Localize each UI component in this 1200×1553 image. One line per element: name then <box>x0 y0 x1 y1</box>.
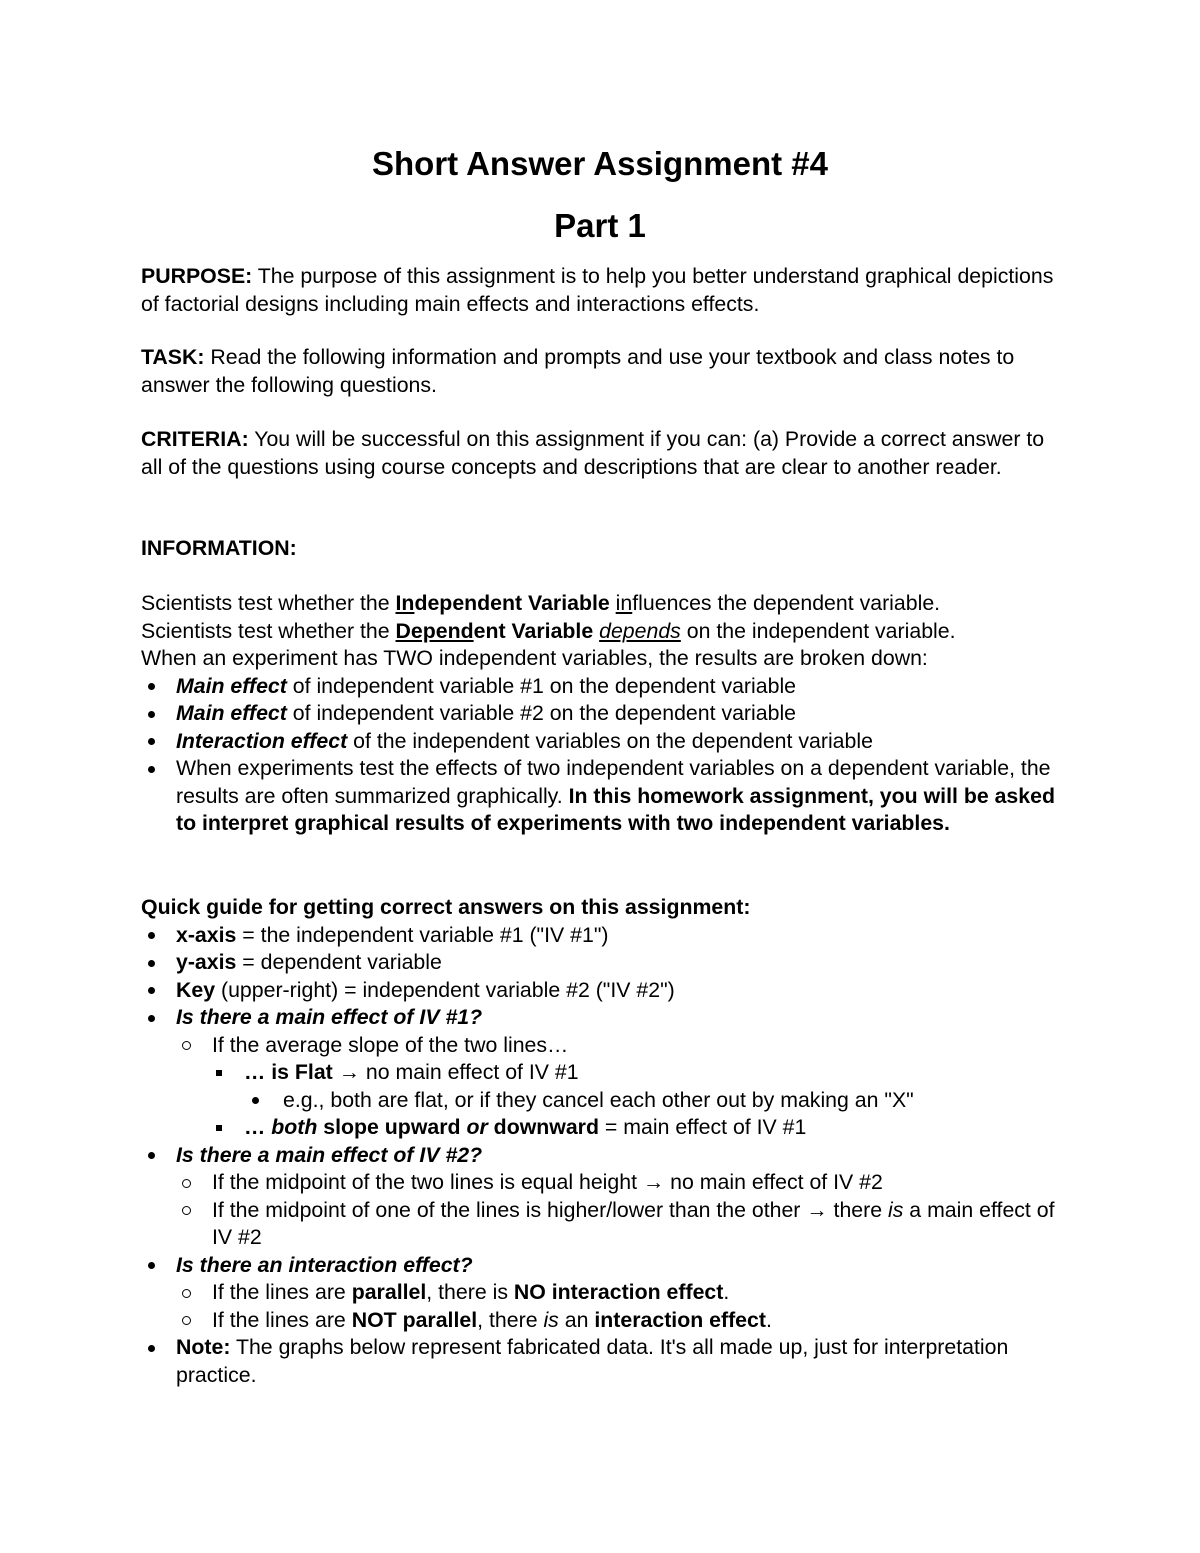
graphs-desc: When experiments test the effects of two independent variables on a dependent variable, the results are often summarized graphically. <box>176 756 1051 808</box>
circle-bullet-icon <box>176 1169 196 1197</box>
criteria-label: CRITERIA: <box>141 427 249 451</box>
iv-definition <box>141 590 1071 618</box>
list-item <box>141 922 1071 950</box>
circle-bullet-icon <box>176 1197 196 1225</box>
arrow-right-icon: → <box>642 1170 665 1194</box>
parallel-period: . <box>723 1280 730 1304</box>
list-item <box>141 949 1071 977</box>
slope-case-downward: downward <box>487 1115 599 1139</box>
page-title: Short Answer Assignment #4 <box>372 145 828 182</box>
x-axis-label: x-axis <box>176 922 237 947</box>
dv-def-prefix: Scientists test whether the <box>141 618 396 643</box>
effect-desc: of independent variable #2 on the dependent variable <box>286 701 797 725</box>
key-desc: (upper-right) = independent variable #2 ("IV #2") <box>215 977 675 1002</box>
square-bullet-icon <box>209 1114 229 1142</box>
effect-term: Main effect <box>176 701 287 725</box>
dv-def-term: ent Variable <box>473 618 594 643</box>
task-paragraph <box>141 344 1071 399</box>
bullet-icon <box>141 1142 161 1170</box>
not-parallel-period: . <box>765 1307 772 1332</box>
flat-result: no main effect of IV #1 <box>359 1060 579 1084</box>
information-title: INFORMATION: <box>141 536 297 560</box>
slope-case-prefix: … <box>244 1115 272 1139</box>
purpose-text: The purpose of this assignment is to help you better understand graphical depictions of factorial designs including main effects and interactions effects. <box>141 264 1054 316</box>
list-item <box>141 1307 1071 1335</box>
not-parallel-there: , there <box>477 1307 544 1332</box>
dv-def-depends: depends <box>599 618 681 643</box>
list-item <box>141 1114 1071 1142</box>
bullet-icon <box>141 1004 161 1032</box>
parallel-prefix: If the lines are <box>212 1280 352 1304</box>
list-item <box>141 728 1071 756</box>
effects-list <box>141 673 1071 838</box>
effect-desc: of the independent variables on the dependent variable <box>347 728 873 753</box>
arrow-right-icon: → <box>806 1197 828 1222</box>
list-item <box>141 1142 1071 1170</box>
criteria-text: You will be successful on this assignment if you can: (a) Provide a correct answer to all of the questions using course concepts and descriptions that are clear to another reader. <box>141 427 1045 479</box>
iv-def-term: dependent Variable <box>414 591 610 615</box>
not-parallel-term: NOT parallel <box>351 1307 478 1332</box>
graphs-instruction: In this homework assignment, you will be asked to interpret graphical results of experiments with two independent variables. <box>176 783 1055 835</box>
list-item <box>141 700 1071 728</box>
bullet-icon <box>141 1252 161 1280</box>
note-text: The graphs below represent fabricated data. It's all made up, just for interpretation practice. <box>176 1335 1009 1387</box>
bullet-icon <box>141 922 161 950</box>
midpoint-differ-condition: If the midpoint of one of the lines is higher/lower than the other <box>212 1197 807 1222</box>
midpoint-equal-condition: If the midpoint of the two lines is equal height <box>212 1170 643 1194</box>
y-axis-desc: = dependent variable <box>236 950 442 974</box>
list-item <box>141 1279 1071 1307</box>
parallel-term: parallel <box>351 1280 427 1304</box>
slope-result: = main effect of IV #1 <box>598 1115 807 1139</box>
question-main-effect-iv2: Is there a main effect of IV #2? <box>176 1142 483 1167</box>
information-heading <box>141 535 1071 563</box>
quick-guide-heading: Quick guide for getting correct answers on this assignment: <box>141 895 751 919</box>
dv-definition <box>141 618 1071 646</box>
effect-term: Main effect <box>176 673 287 698</box>
task-text: Read the following information and prompts and use your textbook and class notes to answer the following questions. <box>141 345 1015 397</box>
bullet-icon <box>245 1087 265 1115</box>
slope-case-upward: slope upward <box>317 1115 467 1139</box>
midpoint-differ-result: a main effect of IV #2 <box>212 1197 1055 1249</box>
question-interaction: Is there an interaction effect? <box>176 1252 473 1277</box>
midpoint-differ-is: is <box>888 1197 904 1222</box>
bullet-icon <box>141 949 161 977</box>
effect-desc: of independent variable #1 on the dependent variable <box>286 673 797 698</box>
iv-def-prefix: Scientists test whether the <box>141 591 396 615</box>
midpoint-differ-there: there <box>827 1197 888 1222</box>
slope-condition: If the average slope of the two lines… <box>212 1032 569 1057</box>
bullet-icon <box>141 755 161 783</box>
purpose-paragraph <box>141 263 1071 318</box>
list-item <box>141 977 1071 1005</box>
question-main-effect-iv1: Is there a main effect of IV #1? <box>176 1005 483 1029</box>
arrow-right-icon: → <box>338 1060 360 1084</box>
bullet-icon <box>141 728 161 756</box>
effect-term: Interaction effect <box>176 728 348 753</box>
dv-def-suffix: on the independent variable. <box>680 618 956 643</box>
quick-guide-section <box>141 894 1071 1389</box>
list-item <box>141 755 1071 838</box>
purpose-label: PURPOSE: <box>141 264 253 288</box>
list-item <box>141 1059 1071 1087</box>
slope-case-or: or <box>466 1115 488 1139</box>
list-item <box>141 1334 1071 1389</box>
circle-bullet-icon <box>176 1279 196 1307</box>
bullet-icon <box>141 1334 161 1362</box>
iv-def-in-underline: in <box>615 591 633 615</box>
dv-def-depend: Depend <box>395 618 474 643</box>
iv-def-suffix: fluences the dependent variable. <box>632 591 941 615</box>
list-item <box>141 1252 1071 1280</box>
circle-bullet-icon <box>176 1307 196 1335</box>
iv-def-in: In <box>395 591 415 615</box>
no-interaction-term: NO interaction effect <box>513 1280 724 1304</box>
not-parallel-is: is <box>543 1307 559 1332</box>
list-item <box>141 1169 1071 1197</box>
interaction-term: interaction effect <box>594 1307 766 1332</box>
x-axis-desc: = the independent variable #1 ("IV #1") <box>236 922 609 947</box>
information-section <box>141 590 1071 838</box>
not-parallel-prefix: If the lines are <box>212 1307 352 1332</box>
parallel-mid: , there is <box>426 1280 514 1304</box>
page-subtitle: Part 1 <box>554 207 646 244</box>
list-item <box>141 1004 1071 1032</box>
guide-list <box>141 922 1071 1390</box>
flat-example: e.g., both are flat, or if they cancel each other out by making an "X" <box>283 1087 914 1112</box>
square-bullet-icon <box>209 1059 229 1087</box>
y-axis-label: y-axis <box>176 950 237 974</box>
list-item <box>141 1197 1071 1252</box>
list-item <box>141 1087 1071 1115</box>
two-iv-intro: When an experiment has TWO independent variables, the results are broken down: <box>141 646 928 670</box>
circle-bullet-icon <box>176 1032 196 1060</box>
not-parallel-an: an <box>558 1307 595 1332</box>
bullet-icon <box>141 700 161 728</box>
note-label: Note: <box>176 1335 231 1359</box>
criteria-paragraph <box>141 426 1071 481</box>
list-item <box>141 673 1071 701</box>
flat-case: … is Flat <box>244 1060 333 1084</box>
bullet-icon <box>141 977 161 1005</box>
bullet-icon <box>141 673 161 701</box>
key-label: Key <box>176 977 216 1002</box>
list-item <box>141 1032 1071 1060</box>
midpoint-equal-result: no main effect of IV #2 <box>664 1170 883 1194</box>
task-label: TASK: <box>141 345 205 369</box>
slope-case-both: both <box>271 1115 318 1139</box>
